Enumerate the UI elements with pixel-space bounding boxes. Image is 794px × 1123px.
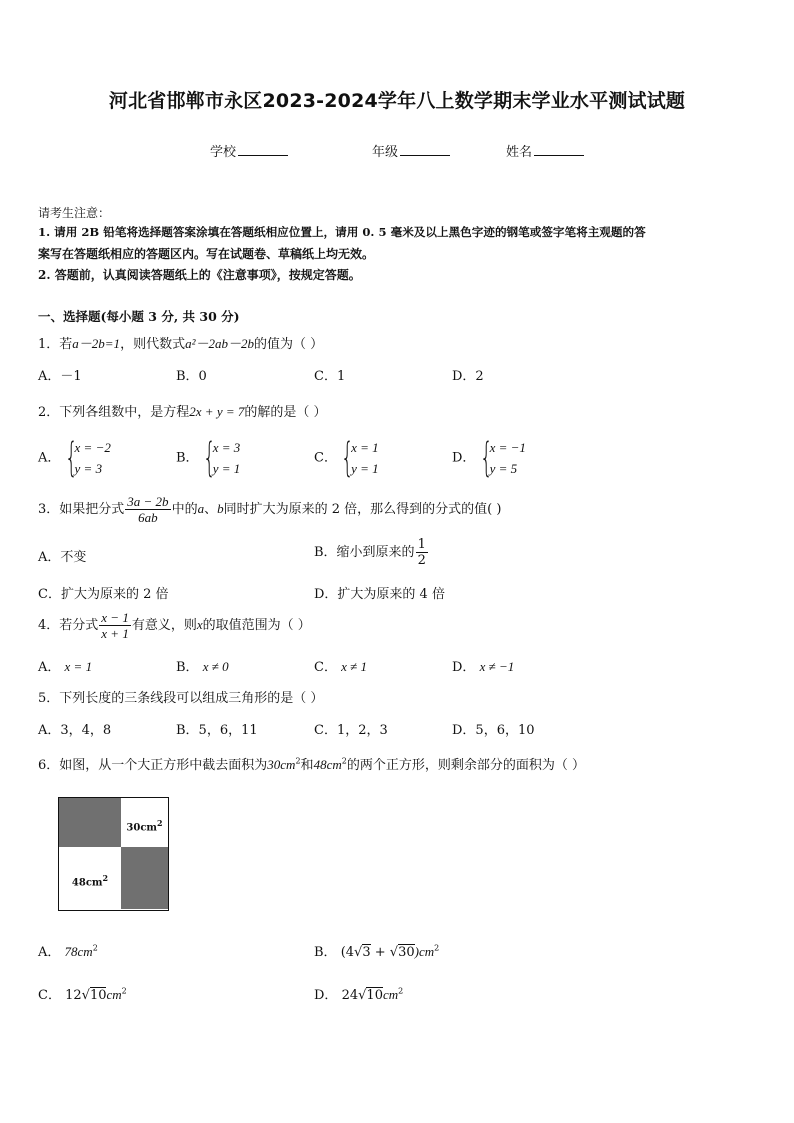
q4-fraction [99,610,131,641]
q6-option-c-unit: cm [106,987,122,1002]
q3-option-d[interactable]: D．扩大为原来的 4 倍 [314,587,445,602]
q1-option-a[interactable]: A．－1 [38,369,82,384]
q6-option-d-radicand: 10 [366,988,383,1003]
q4-option-c[interactable] [314,656,367,675]
notice-item-1-line-2: 案写在答题纸相应的答题区内。写在试题卷、草稿纸上均无效。 [38,247,375,261]
question-2 [38,401,327,420]
q6-option-b[interactable] [314,941,439,960]
q6-middle: 和 [300,758,314,773]
q6-option-c-label: C． [38,988,61,1003]
notice-item-2: 2. 答题前，认真阅读答题纸上的《注意事项》，按规定答题。 [38,268,361,282]
q4-option-d[interactable] [452,656,514,675]
q4-option-d-label: D． [452,660,476,675]
q4-option-b-label: B． [176,660,199,675]
question-1 [38,333,323,352]
page-title: 河北省邯郸市永区2023-2024学年八上数学期末学业水平测试试题 [108,90,686,112]
q1-middle: ，则代数式 [120,337,186,352]
q6-option-b-sqrt-2: √ [389,945,399,960]
q6-fig-label-48: 48cm [71,877,103,889]
q6-option-d-exp: 2 [398,986,404,996]
q6-area-2-exp: 2 [341,756,347,766]
q6-option-d[interactable] [314,984,403,1003]
q2-b-eq1: x = 3 [212,440,241,455]
q6-option-b-label: B． [314,945,337,960]
q3-separator: 、 [204,502,218,517]
name-blank [534,143,584,156]
q1-option-b[interactable]: B．0 [176,369,207,384]
q6-option-a-value: 78cm [64,944,93,959]
q4-option-c-label: C． [314,660,337,675]
q2-d-eq2: y = 5 [489,461,518,476]
q2-option-d-system: { x = −1 y = 5 [479,435,526,481]
notice-heading: 请考生注意： [38,206,111,220]
q4-option-c-value: x ≠ 1 [341,659,367,674]
q6-fig-label-30-exp: 2 [157,818,163,828]
q4-option-a-label: A． [38,660,61,675]
q4-option-a-value: x = 1 [64,659,93,674]
q2-suffix: 的解的是（ ） [244,405,327,420]
q4-numerator: x − 1 [101,610,129,625]
q6-option-d-coef: 24 [341,988,359,1003]
q6-square-30 [121,798,168,848]
q2-option-a-label: A． [38,450,61,466]
q3-var-b: b [217,501,224,516]
q4-denominator: x + 1 [101,626,129,641]
school-blank [238,143,288,156]
q6-option-b-coef: (4 [340,945,355,960]
q2-a-eq2: y = 3 [74,461,103,476]
q3-prefix: 3．如果把分式 [38,502,125,517]
q6-figure [58,797,169,911]
q2-option-b-label: B． [176,450,199,466]
question-5: 5．下列长度的三条线段可以组成三角形的是（ ） [38,691,324,706]
q6-option-b-plus: + [370,945,390,960]
q6-option-a-exp: 2 [92,943,98,953]
q4-option-b-value: x ≠ 0 [202,659,229,674]
q3-option-b-den: 2 [417,553,426,568]
q1-condition: a－2b=1 [72,336,121,351]
q2-c-eq1: x = 1 [351,440,379,455]
q3-denominator: 6ab [138,510,158,525]
q4-var: x [196,617,203,632]
q6-option-b-unit: )cm [414,944,435,959]
q3-option-c[interactable]: C．扩大为原来的 2 倍 [38,587,169,602]
q2-option-b-system: { x = 3 y = 1 [202,435,241,481]
grade-label: 年级 [372,145,399,160]
q6-option-c-sqrt: √ [81,988,90,1003]
q6-option-c[interactable] [38,984,127,1003]
q3-middle: 中的 [171,502,198,517]
q6-option-c-exp: 2 [121,986,127,996]
q5-option-d[interactable]: D．5，6，10 [452,723,535,738]
grade-field [372,141,450,160]
q6-option-a[interactable] [38,941,98,960]
q2-option-c-system: { x = 1 y = 1 [341,435,379,481]
q1-suffix: 的值为（ ） [253,337,324,352]
q6-option-b-radicand-1: 3 [362,945,371,960]
q4-prefix: 4．若分式 [38,618,99,633]
q2-b-eq2: y = 1 [212,461,241,476]
q3-option-b-num: 1 [417,537,426,552]
q3-option-b-text: B．缩小到原来的 [314,545,415,560]
q6-fig-label-30: 30cm [126,822,157,834]
q5-option-a[interactable]: A．3，4，8 [38,723,112,738]
q5-option-b[interactable]: B．5，6，11 [176,723,258,738]
q6-area-1-exp: 2 [295,756,301,766]
q2-option-d-label: D． [452,450,476,466]
q6-option-b-radicand-2: 30 [398,945,415,960]
q3-option-b[interactable] [314,537,429,568]
q3-var-a: a [197,501,205,516]
q4-middle: 有意义，则 [131,618,197,633]
q2-d-eq1: x = −1 [489,440,526,455]
q1-prefix: 1．若 [38,337,73,352]
school-label: 学校 [210,145,237,160]
school-field [210,141,288,160]
q2-equation: 2x + y = 7 [189,404,245,419]
q2-option-a-system: { x = −2 y = 3 [64,435,111,481]
q4-option-d-value: x ≠ −1 [479,659,515,674]
q6-option-c-radicand: 10 [89,988,107,1003]
question-3 [38,494,501,525]
q6-option-b-exp: 2 [434,943,440,953]
q6-shaded-top-left [59,798,122,848]
question-6 [38,754,585,773]
q2-prefix: 2．下列各组数中，是方程 [38,405,190,420]
q4-option-a[interactable] [38,656,92,675]
q6-area-2: 48cm [313,757,342,772]
q6-fig-label-48-exp: 2 [102,873,109,883]
q3-numerator: 3a − 2b [127,494,169,509]
question-4 [38,610,311,641]
q1-expression: a²－2ab－2b [185,336,254,351]
q6-prefix: 6．如图，从一个大正方形中截去面积为 [38,758,268,773]
q6-area-1: 30cm [267,757,296,772]
section-heading: 一、选择题(每小题 3 分, 共 30 分) [38,309,240,324]
q6-option-d-sqrt: √ [358,988,367,1003]
q4-option-b[interactable] [176,656,229,675]
name-field [506,141,584,160]
q2-option-b[interactable] [176,437,240,479]
q6-shaded-bottom-right [121,847,168,909]
q6-square-48 [59,847,122,909]
q2-a-eq1: x = −2 [74,440,111,455]
q1-option-d[interactable]: D．2 [452,369,484,384]
q6-option-a-label: A． [38,945,61,960]
q2-option-c-label: C． [314,450,337,466]
q3-option-a[interactable]: A．不变 [38,550,87,565]
q2-option-c[interactable] [314,437,379,479]
q3-fraction [125,494,170,525]
grade-blank [400,143,450,156]
q6-option-c-coef: 12 [65,988,82,1003]
q2-option-a[interactable] [38,437,111,479]
q2-option-d[interactable] [452,437,526,479]
q6-option-d-unit: cm [382,987,399,1002]
q5-option-c[interactable]: C．1，2，3 [314,723,388,738]
notice-item-1-line-1: 1. 请用 2B 铅笔将选择题答案涂填在答题纸相应位置上，请用 0. 5 毫米及以上黑色字迹的钢笔或签字笔将主观题的答 [38,225,646,239]
q3-suffix: 同时扩大为原来的 2 倍，那么得到的分式的值( ) [223,502,502,517]
q2-c-eq2: y = 1 [351,461,379,476]
q3-option-b-fraction [416,537,428,568]
q4-suffix: 的取值范围为（ ） [202,618,311,633]
q6-option-b-sqrt-1: √ [354,945,363,960]
q6-option-d-label: D． [314,988,338,1003]
q1-option-c[interactable]: C．1 [314,369,346,384]
name-label: 姓名 [506,145,533,160]
q6-suffix: 的两个正方形，则剩余部分的面积为（ ） [346,758,585,773]
